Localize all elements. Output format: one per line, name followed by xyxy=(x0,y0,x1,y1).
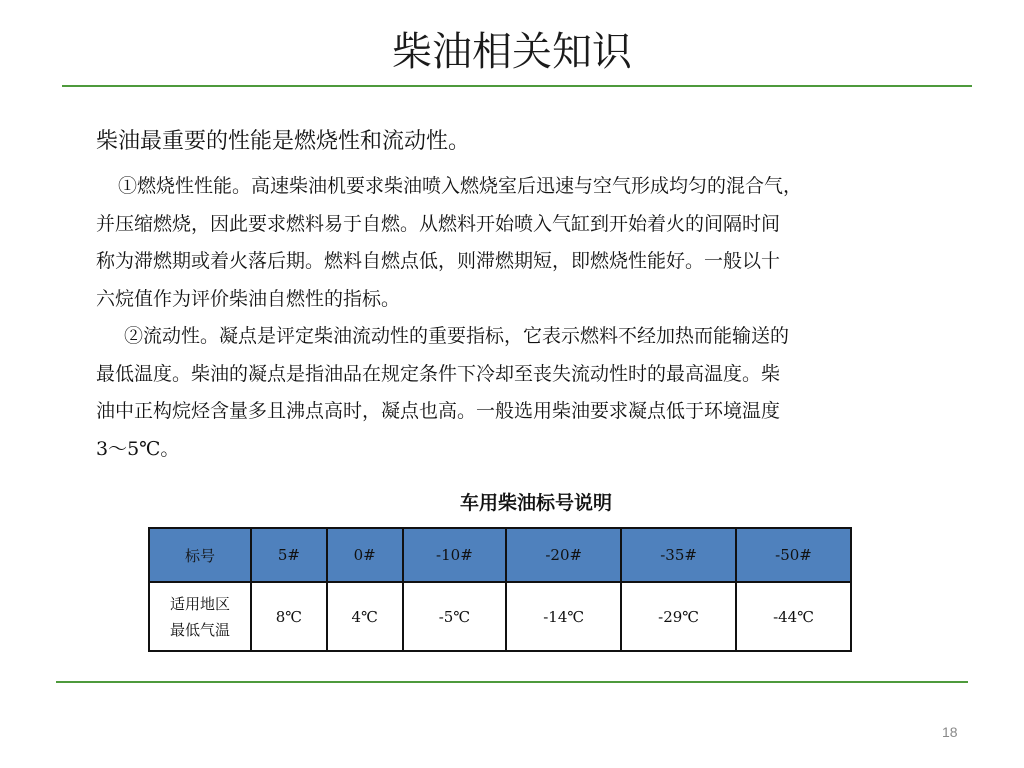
header-cell-grade: -50# xyxy=(736,528,851,582)
table-row xyxy=(149,582,851,651)
paragraph-line: ①燃烧性性能。高速柴油机要求柴油喷入燃烧室后迅速与空气形成均匀的混合气， xyxy=(118,175,803,197)
temperature-cell: -44℃ xyxy=(736,582,851,651)
temperature-cell: -5℃ xyxy=(403,582,507,651)
header-cell-grade: -20# xyxy=(506,528,621,582)
row-label-line: 最低气温 xyxy=(169,620,230,639)
row-label-cell xyxy=(149,582,251,651)
paragraph-line: 并压缩燃烧，因此要求燃料易于自燃。从燃料开始喷入气缸到开始着火的间隔时间 xyxy=(96,212,781,235)
table-header-row xyxy=(149,528,851,582)
temperature-cell: 4℃ xyxy=(327,582,403,651)
slide-title: 柴油相关知识 xyxy=(392,29,632,75)
paragraph-line: 最低温度。柴油的凝点是指油品在规定条件下冷却至丧失流动性时的最高温度。柴 xyxy=(96,362,781,385)
paragraph-combustion xyxy=(96,168,936,318)
paragraph-fluidity xyxy=(96,318,936,468)
header-cell-grade: 0# xyxy=(327,528,403,582)
header-cell-grade: 5# xyxy=(251,528,327,582)
paragraph-line: 油中正构烷烃含量多且沸点高时，凝点也高。一般选用柴油要求凝点低于环境温度 xyxy=(96,400,781,422)
header-cell-grade: -10# xyxy=(403,528,507,582)
header-cell-label: 标号 xyxy=(149,528,251,582)
paragraph-line: ②流动性。凝点是评定柴油流动性的重要指标，它表示燃料不经加热而能输送的 xyxy=(124,325,790,347)
footer-divider xyxy=(56,681,968,683)
page-number: 18 xyxy=(942,724,958,740)
row-label-line: 适用地区 xyxy=(169,594,230,613)
lead-sentence: 柴油最重要的性能是燃烧性和流动性。 xyxy=(96,129,471,154)
temperature-cell: -29℃ xyxy=(621,582,736,651)
paragraph-line: 六烷值作为评价柴油自燃性的指标。 xyxy=(96,287,401,310)
title-divider xyxy=(62,85,972,87)
temperature-cell: 8℃ xyxy=(251,582,327,651)
slide-body xyxy=(96,122,936,468)
table-caption: 车用柴油标号说明 xyxy=(459,492,612,514)
paragraph-line: 3～5℃。 xyxy=(96,437,180,460)
paragraph-line: 称为滞燃期或着火落后期。燃料自燃点低，则滞燃期短，即燃烧性能好。一般以十 xyxy=(96,250,781,272)
header-cell-grade: -35# xyxy=(621,528,736,582)
diesel-grade-table xyxy=(148,527,852,652)
temperature-cell: -14℃ xyxy=(506,582,621,651)
